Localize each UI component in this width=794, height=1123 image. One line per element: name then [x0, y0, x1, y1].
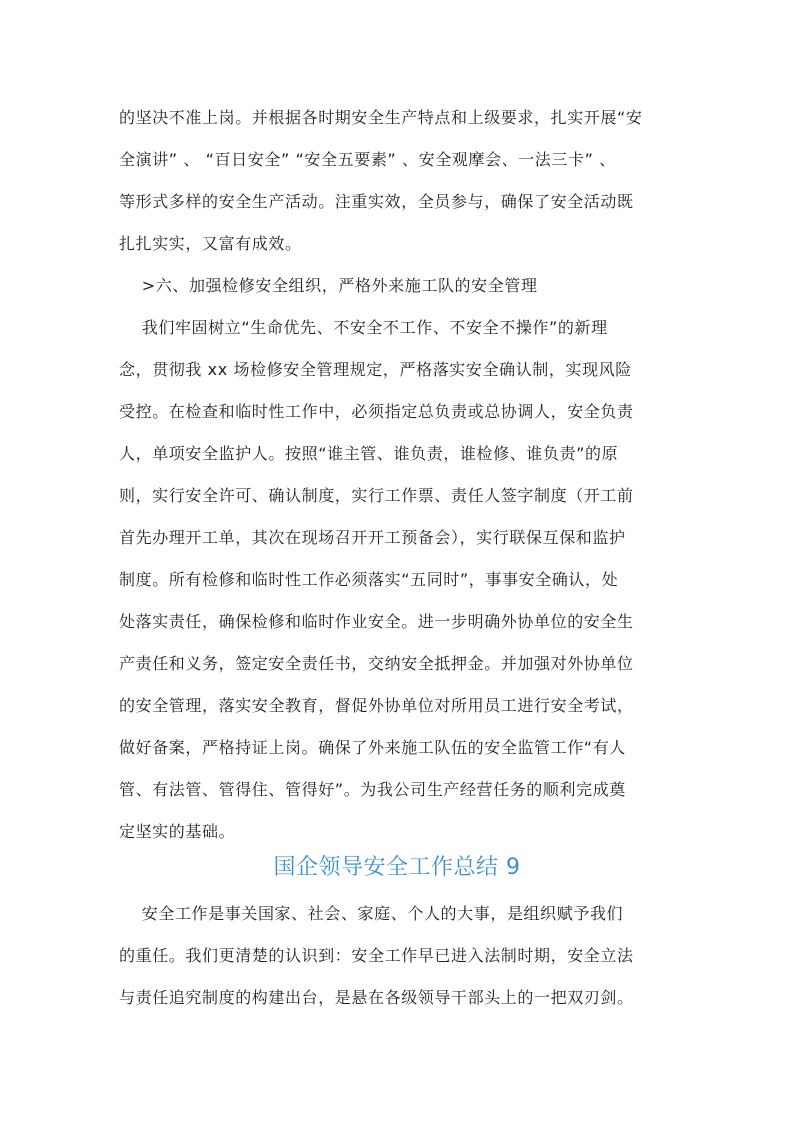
- paragraph-line: 安全工作是事关国家、社会、家庭、个人的大事，是组织赋予我们: [119, 904, 624, 923]
- paragraph-line: 念，贯彻我 xx 场检修安全管理规定，严格落实安全确认制，实现风险: [119, 360, 632, 379]
- paragraph-line: 做好备案，严格持证上岗。确保了外来施工队伍的安全监管工作“有人: [119, 738, 626, 757]
- paragraph-line: 首先办理开工单，其次在现场召开开工预备会），实行联保互保和监护: [119, 528, 626, 547]
- section-heading-six: >六、加强检修安全组织，严格外来施工队的安全管理: [119, 276, 538, 295]
- paragraph-line: 制度。所有检修和临时性工作必须落实“五同时”，事事安全确认，处: [119, 570, 619, 589]
- paragraph-line: 全演讲” 、 “百日安全” “安全五要素” 、安全观摩会、一法三卡” 、: [119, 150, 616, 169]
- paragraph-line: 等形式多样的安全生产活动。注重实效，全员参与，确保了安全活动既: [119, 192, 634, 211]
- paragraph-line: 定坚实的基础。: [119, 822, 236, 841]
- paragraph-line: 人，单项安全监护人。按照“谁主管、谁负责，谁检修、谁负责”的原: [119, 444, 619, 463]
- paragraph-line: 与责任追究制度的构建出台，是悬在各级领导干部头上的一把双刃剑。: [119, 988, 634, 1007]
- paragraph-line: 则，实行安全许可、确认制度，实行工作票、责任人签字制度（开工前: [119, 486, 634, 505]
- paragraph-line: 受控。在检查和临时性工作中，必须指定总负责或总协调人，安全负责: [119, 402, 634, 421]
- section-title: 国企领导安全工作总结 9: [273, 855, 521, 880]
- paragraph-line: 的重任。我们更清楚的认识到：安全工作早已进入法制时期，安全立法: [119, 946, 634, 965]
- paragraph-line: 的安全管理，落实安全教育，督促外协单位对所用员工进行安全考试，: [119, 696, 634, 715]
- paragraph-line: 管、有法管、管得住、管得好”。为我公司生产经营任务的顺利完成奠: [119, 780, 626, 799]
- paragraph-line: 处落实责任，确保检修和临时作业安全。进一步明确外协单位的安全生: [119, 612, 634, 631]
- paragraph-line: 扎扎实实，又富有成效。: [119, 234, 302, 253]
- paragraph-line: 我们牢固树立“生命优先、不安全不工作、不安全不操作”的新理: [119, 318, 608, 337]
- paragraph-line: 的坚决不准上岗。并根据各时期安全生产特点和上级要求，扎实开展“安: [119, 108, 643, 127]
- paragraph-line: 产责任和义务，签定安全责任书，交纳安全抵押金。并加强对外协单位: [119, 654, 634, 673]
